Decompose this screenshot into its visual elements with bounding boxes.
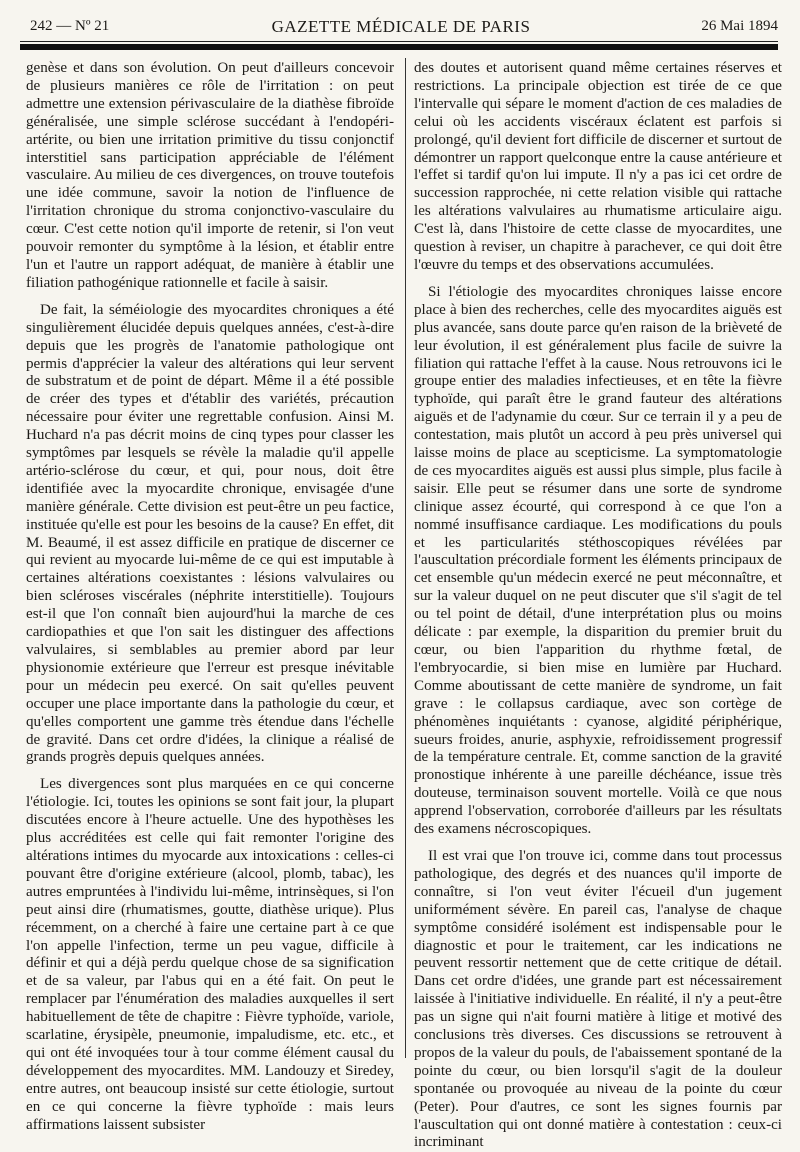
paragraph: Il est vrai que l'on trouve ici, comme dans tout processus pathologique, des degrés et des nuances qu'il importe de connaître, si l'on veut éviter l'écueil d'un jugement uniformément sévère. En pareil cas, l'analyse de chaque symptôme considéré isolément est indispensable pour le diagnostic et pour le traitement, car les indications ne peuvent ressortir nettement que de cette critique de détail. Dans cet ordre d'idées, une grande part est nécessairement laissée à l'initiative individuelle. En réalité, il n'y a peut-être pas un signe qui n'ait fourni matière à litige et motivé des conclusions très diverses. Ces discussions se retrouvent à propos de la valeur du pouls, de l'abaissement spontané de la pointe du cœur, ou bien lorsqu'il s'agit de la douleur spontanée ou provoquée au niveau de la pointe du cœur (Peter). Pour d'autres, ce sont les signes fournis par l'auscultation qui ont donné matière à contestation : ceux-ci incriminant [414,847,782,1151]
paragraph: De fait, la séméiologie des myocardites chroniques a été singulièrement élucidée depuis quelques années, c'est-à-dire depuis que les progrès de l'anatomie pathologique ont permis d'apprécier la valeur des altérations qui leur servent de substratum et de point de départ. Même il a été possible de créer des types et d'établir des variétés, précaution nécessaire pour éviter une regrettable confusion. Ainsi M. Huchard n'a pas décrit moins de cinq types pour classer les symptômes par lesquels se révèle la maladie qu'il appelle artério-sclérose du cœur, et qui, pour nous, doit être identifiée avec la myocardite chronique, envisagée d'une manière générale. Cette division est peut-être un peu factice, instituée qu'elle est pour les besoins de la cause? En effet, dit M. Beaumé, il est assez difficile en pratique de discerner ce qui revient au myocarde lui-même de ce qui est imputable à certaines altérations coexistantes : lésions valvulaires ou bien scléroses viscérales (néphrite interstitielle). Toujours est-il que l'on connaît bien aujourd'hui la marche de ces cardiopathies et que l'on sait les distinguer des affections valvulaires, si semblables au premier abord par leur physionomie extérieure que l'erreur est presque inévitable pour un médecin peu exercé. On sait qu'elles peuvent occuper une place importante dans la pathologie du cœur, et qu'elles comportent une gamme très étendue dans l'échelle de gravité. Dans cet ordre d'idées, la clinique a réalisé de grands progrès depuis quelques années. [26,301,394,766]
header-rule-thick [20,44,778,50]
publication-title: GAZETTE MÉDICALE DE PARIS [271,17,531,36]
issue-date: 26 Mai 1894 [701,18,778,34]
right-column [414,60,782,1151]
paragraph: Les divergences sont plus marquées en ce qui concerne l'étiologie. Ici, toutes les opinions se sont fait jour, la plupart discutées encore à l'heure actuelle. Une des hypothèses les plus accréditées est celle qui fait remonter l'origine des altérations intimes du myocarde aux intoxications : celles-ci pouvant être d'origine extérieure (alcool, plomb, tabac), les autres empruntées à l'individu lui-même, intrinsèques, si l'on peut ainsi dire (rhumatismes, goutte, diathèse urique). Plus récemment, on a cherché à faire une certaine part à ce que l'on appelle l'infection, terme un peu vague, difficile à définir et qui a déjà perdu quelque chose de sa signification et de sa valeur, par l'abus qui en a été fait. On peut le remplacer par l'énumération des maladies auxquelles il sert habituellement de tête de chapitre : Fièvre typhoïde, variole, scarlatine, érysipèle, pneumonie, impaludisme, etc. etc., et qui ont été invoquées tour à tour comme élément causal du développement des myocardites. MM. Landouzy et Siredey, entre autres, ont beaucoup insisté sur cette étiologie, surtout en ce qui concerne la fièvre typhoïde : mais leurs affirmations laissent subsister [26,776,394,1133]
paragraph: genèse et dans son évolution. On peut d'ailleurs concevoir de plusieurs manières ce rôle de l'irritation : on peut admettre une extension périvasculaire de la diathèse fibroïde généralisée, une simple sclérose succédant à l'endopéri-artérite, ou bien une irritation primitive du tissu conjonctif interstitiel sans participation appréciable de l'élément vasculaire. Au milieu de ces divergences, on trouve toutefois une idée commune, savoir la notion de l'influence de l'irritation chronique du stroma conjonctivo-vasculaire du cœur. C'est cette notion qu'il importe de retenir, si l'on veut pouvoir remonter du symptôme à la lésion, et établir entre l'un et l'autre un rapport adéquat, de manière à établir une filiation pathogénique rationnelle et facile à saisir. [26,60,394,291]
header-rule-thin [20,41,778,42]
paragraph: des doutes et autorisent quand même certaines réserves et restrictions. La principale objection est tirée de ce que l'intervalle qui sépare le moment d'action de ces maladies de celui où les accidents viscéraux éclatent est parfois si prolongé, qu'il devient fort difficile de discerner et surtout de démontrer un rapport quelconque entre la cause antérieure et l'effet si tardif qu'on lui impute. Il n'y a pas ici cet ordre de succession rapprochée, ni cette relation visible qui rattache les altérations valvulaires au rhumatisme articulaire aigu. C'est là, dans l'histoire de cette classe de myocardites, une question à reviser, un chapitre à parachever, ce qui doit être l'œuvre du temps et des observations accumulées. [414,60,782,273]
paragraph: Si l'étiologie des myocardites chroniques laisse encore place à bien des recherches, celle des myocardites aiguës est plus avancée, sans doute parce qu'en raison de la brièveté de leur évolution, il est généralement plus facile de suivre la filiation qui rattache l'effet à la cause. Nous retrouvons ici le groupe entier des maladies infectieuses, et en tête la fièvre typhoïde, qui paraît être le grand fauteur des altérations aiguës et de l'adynamie du cœur. Sur ce terrain il y a peu de contestation, mais plutôt un accord à peu près universel qui laisse moins de place au scepticisme. La symptomatologie de ces myocardites aiguës est aussi plus simple, plus facile à saisir. Elle peut se résumer dans une sorte de syndrome clinique assez écourté, qui correspond à ce que l'on a nommé insuffisance cardiaque. Les modifications du pouls et les particularités stéthoscopiques révélées par l'auscultation précordiale forment les éléments principaux de cet ensemble qu'un médecin exercé ne peut méconnaître, et sur la valeur duquel on ne peut discuter que s'il s'agit de tel ou tel point de détail, d'une interprétation plus ou moins délicate : par exemple, la disparition du premier bruit du cœur, ou bien l'apparition du rhythme fœtal, de l'embryocardie, si bien mise en lumière par Huchard. Comme aboutissant de cette manière de syndrome, un fait grave : le collapsus cardiaque, avec son cortège de phénomènes inquiétants : cyanose, algidité périphérique, sueurs froides, anurie, asphyxie, refroidissement progressif de la température centrale. Et, comme sanction de la gravité pronostique inhérente à une pareille déchéance, issue très douteuse, terminaison souvent mortelle. Voilà ce que nous apprend l'observation, corroborée d'ailleurs par les résultats des examens nécroscopiques. [414,283,782,838]
page-header [20,16,782,40]
column-divider [405,58,406,1058]
left-column [26,60,394,1133]
page-number: 242 — Nº 21 [30,18,110,34]
